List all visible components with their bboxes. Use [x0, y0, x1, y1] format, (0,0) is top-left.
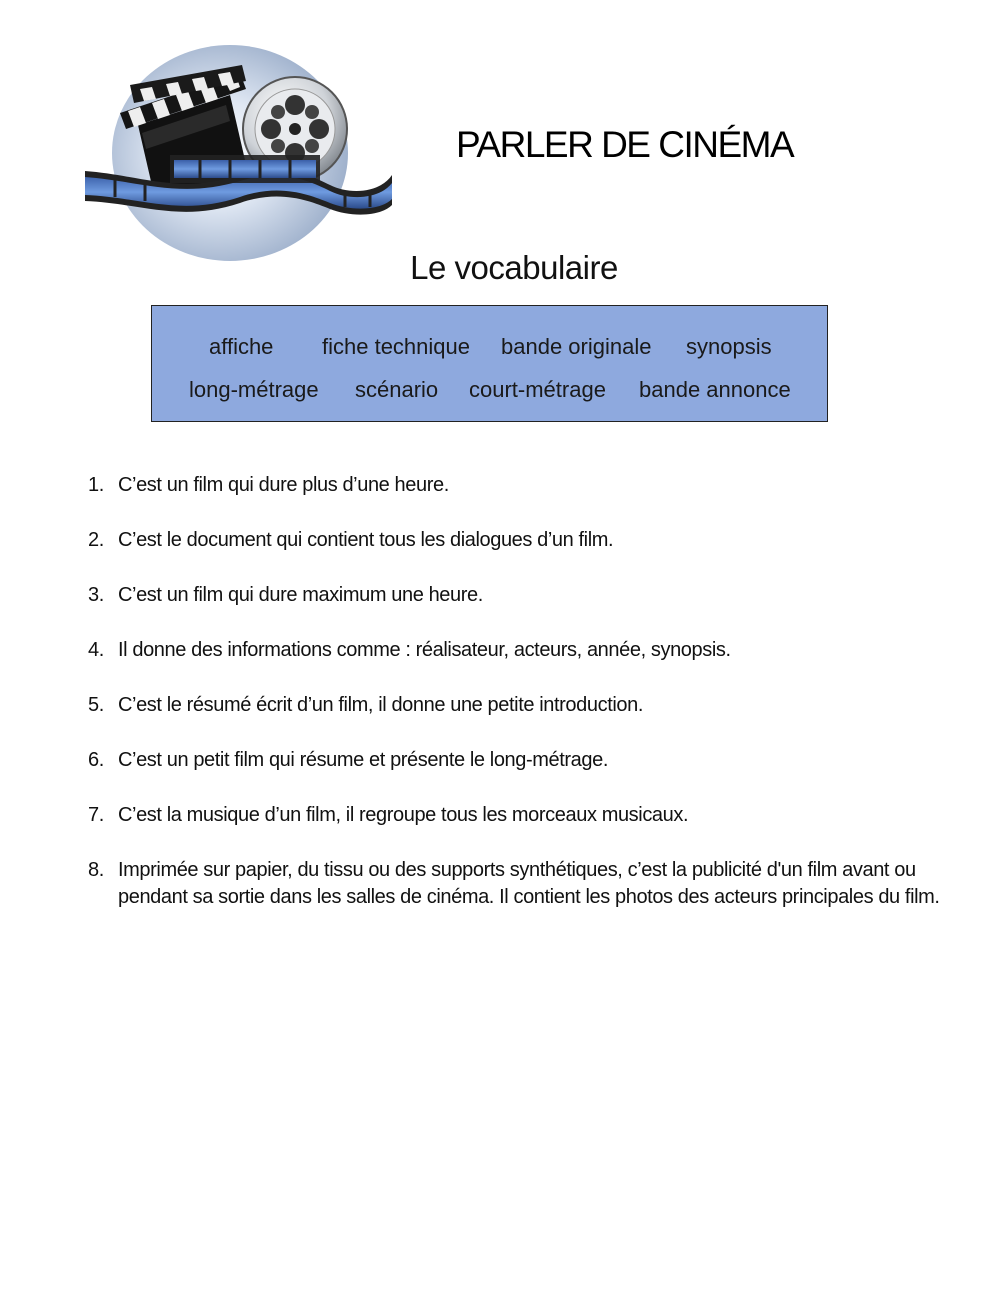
question-text: C’est un film qui dure maximum une heure.	[118, 584, 483, 606]
question-text: Il donne des informations comme : réalisateur, acteurs, année, synopsis.	[118, 639, 731, 661]
vocab-word-court-metrage: court-métrage	[469, 377, 606, 402]
vocabulary-box	[151, 305, 828, 422]
question-number: 2.	[88, 529, 104, 551]
cinema-logo-illustration	[80, 25, 400, 265]
vocab-word-fiche-technique: fiche technique	[322, 334, 470, 359]
question-number: 6.	[88, 749, 104, 771]
question-text: Imprimée sur papier, du tissu ou des supports synthétiques, c’est la publicité d'un film avant ou pendant sa sortie dans les salles de cinéma. Il contient les photos des acteurs principales du film.	[118, 859, 940, 908]
vocab-word-bande-annonce: bande annonce	[639, 377, 791, 402]
question-text: C’est la musique d’un film, il regroupe tous les morceaux musicaux.	[118, 804, 689, 826]
question-number: 7.	[88, 804, 104, 826]
question-text: C’est le résumé écrit d’un film, il donne une petite introduction.	[118, 694, 643, 716]
question-text: C’est un petit film qui résume et présente le long-métrage.	[118, 749, 608, 771]
question-text: C’est un film qui dure plus d’une heure.	[118, 474, 449, 496]
question-number: 4.	[88, 639, 104, 661]
vocab-word-scenario: scénario	[355, 377, 439, 402]
question-number: 1.	[88, 474, 104, 496]
question-text: C’est le document qui contient tous les dialogues d’un film.	[118, 529, 614, 551]
question-number: 8.	[88, 859, 104, 881]
page-title: PARLER DE CINÉMA	[456, 124, 794, 165]
vocab-word-long-metrage: long-métrage	[189, 377, 319, 402]
question-number: 5.	[88, 694, 104, 716]
vocab-word-synopsis: synopsis	[686, 334, 772, 359]
question-number: 3.	[88, 584, 104, 606]
vocab-word-affiche: affiche	[209, 334, 274, 359]
section-subtitle: Le vocabulaire	[410, 249, 618, 286]
vocab-word-bande-originale: bande originale	[501, 334, 652, 359]
